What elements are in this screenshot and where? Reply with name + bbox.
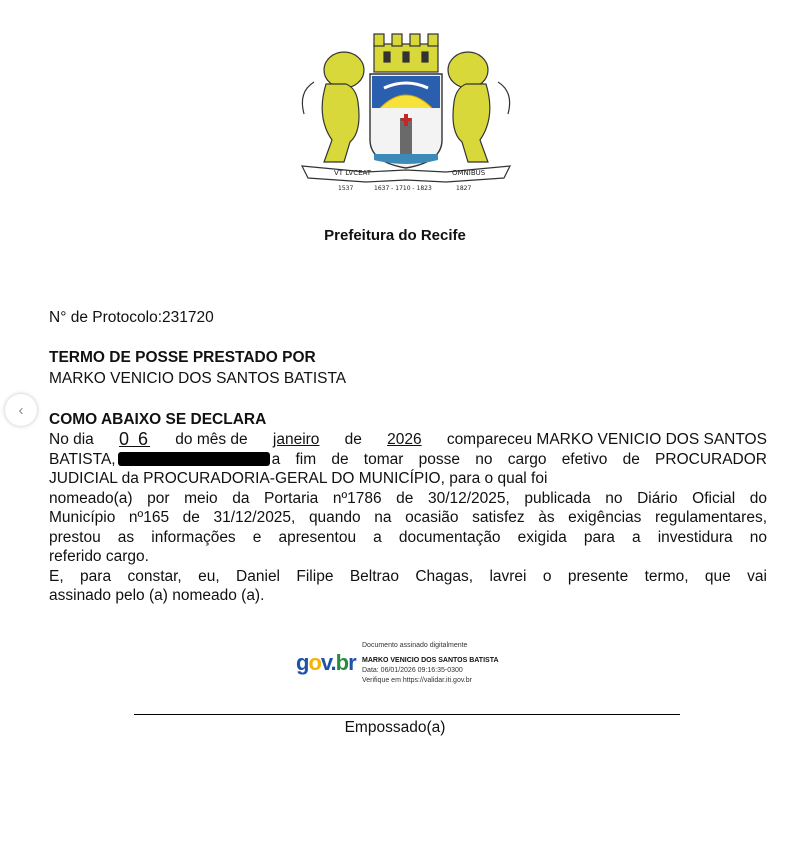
declaration-line-6: prestou as informações e apresentou a documentação exigida para a investidura no [49,528,767,546]
logo-letter: r [348,650,356,675]
crest-year-center: 1637 - 1710 - 1823 [374,185,432,192]
signature-verify-link: Verifique em https://validar.iti.gov.br [362,677,472,684]
declaration-line-9: assinado pelo (a) nomeado (a). [49,587,265,604]
protocol-number: N° de Protocolo:231720 [49,309,214,326]
signature-line [134,714,680,715]
logo-letter: . [330,650,336,675]
declaration-line-2 [49,450,767,470]
logo-letter: b [335,650,349,675]
signature-signer: MARKO VENICIO DOS SANTOS BATISTA [362,657,499,664]
chevron-left-icon: ‹ [18,401,24,419]
text-fragment: do mês de [175,431,248,448]
text-fragment: a fim de tomar posse no cargo efetivo de PROCURADOR [271,450,767,468]
logo-letter: v [320,650,331,675]
text-fragment: No dia [49,431,94,448]
previous-page-button[interactable] [5,394,37,426]
month-value: janeiro [272,431,320,448]
signature-date: Data: 06/01/2026 09:16:35-0300 [362,667,463,674]
declaration-line-7: referido cargo. [49,548,149,565]
declaration-line-5: Município nº165 de 31/12/2025, quando na ocasião satisfez às exigências regulamentares, [49,509,767,526]
logo-letter: o [308,650,321,675]
signature-line-label: Empossado(a) [344,719,446,736]
digital-signature-block [362,641,499,686]
crest-motto-right: OMNIBUS [452,169,486,177]
declaration-line-4: nomeado(a) por meio da Portaria nº1786 de 30/12/2025, publicada no Diário Oficial do [49,489,767,507]
text-fragment: compareceu MARKO VENICIO DOS SANTOS [446,431,767,448]
recife-coat-of-arms [296,22,516,194]
declaration-line-1 [49,430,767,450]
termo-name: MARKO VENICIO DOS SANTOS BATISTA [49,370,347,387]
declaration-body [49,430,767,606]
declaration-title: COMO ABAIXO SE DECLARA [49,411,267,428]
text-fragment: BATISTA, [49,450,116,468]
logo-letter: g [296,650,309,675]
text-fragment: de [344,431,362,448]
crest-motto-left: VT LVCEAT [334,169,372,177]
crest-year-right: 1827 [456,185,472,192]
termo-title: TERMO DE POSSE PRESTADO POR [49,349,316,366]
day-value: 0 6 [119,429,151,449]
organization-title: Prefeitura do Recife [324,227,466,244]
redaction-mark [118,452,270,466]
govbr-logo [296,650,356,676]
signature-heading: Documento assinado digitalmente [362,642,468,649]
declaration-line-8: E, para constar, eu, Daniel Filipe Beltrao Chagas, lavrei o presente termo, que vai [49,567,767,585]
year-value: 2026 [387,431,422,448]
crest-year-left: 1537 [338,185,354,192]
declaration-line-3: JUDICIAL da PROCURADORIA-GERAL DO MUNICÍPIO, para o qual foi [49,470,548,487]
